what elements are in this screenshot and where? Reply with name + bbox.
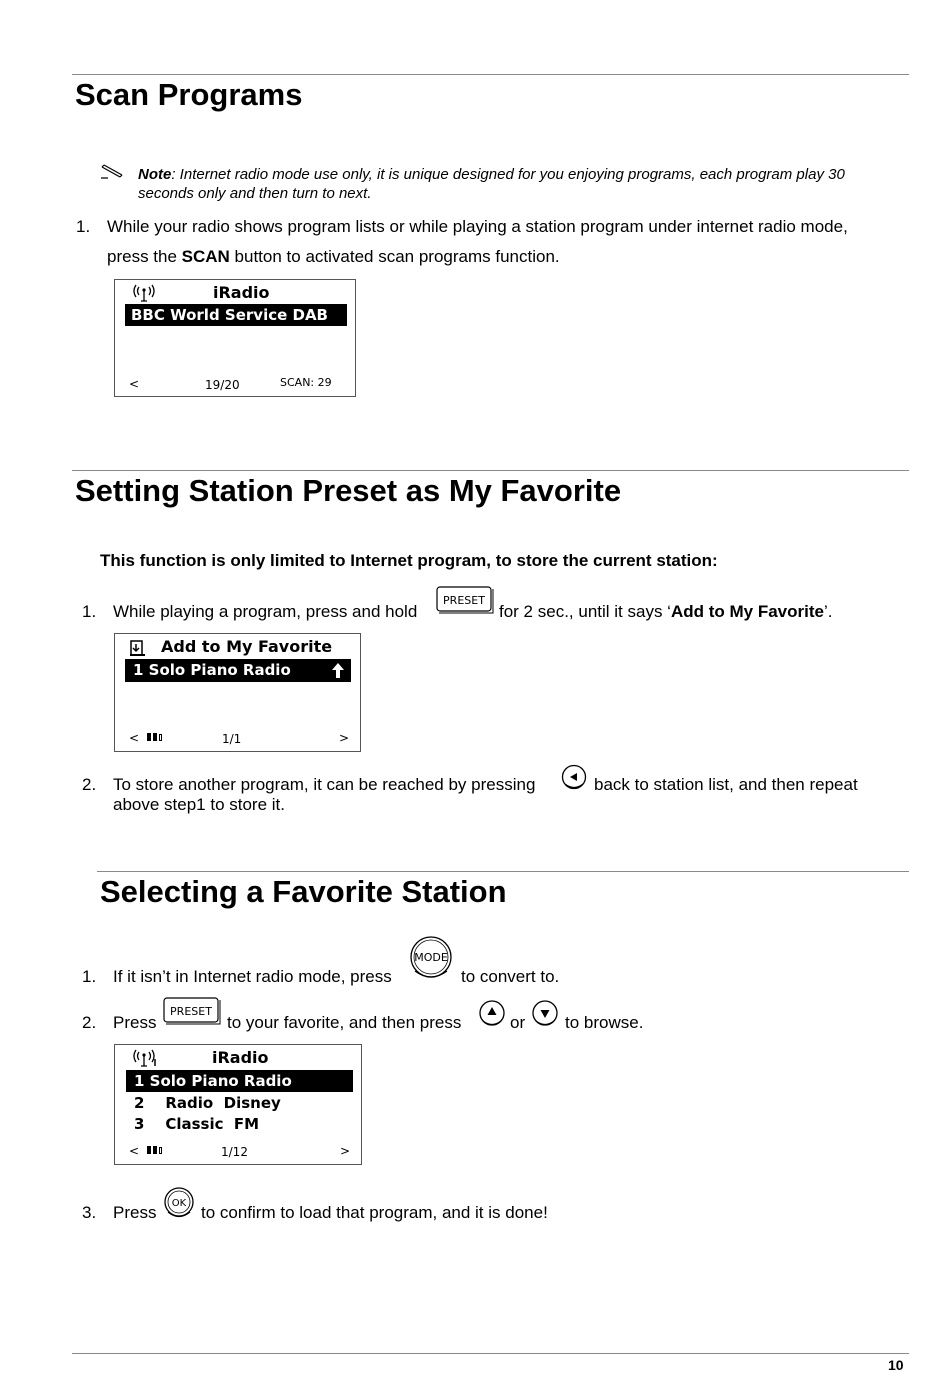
preset-step-1-mid: for 2 sec., until it says ‘: [499, 602, 671, 621]
antenna-icon: [133, 284, 155, 306]
footer-rule: [72, 1353, 909, 1354]
preset-intro: This function is only limited to Internet program, to store the current station:: [100, 551, 718, 570]
select-step-3-number: 3.: [82, 1203, 97, 1222]
note-text: [138, 165, 908, 203]
select-favorite-heading: Selecting a Favorite Station: [100, 874, 507, 909]
mode-button-label: MODE: [414, 951, 448, 964]
select-step-2-pre: Press: [113, 1013, 157, 1032]
lcd-select-count: 1/12: [221, 1145, 248, 1159]
lcd-preset-left-arrow: <: [129, 731, 140, 745]
select-step-3-post: to confirm to load that program, and it is done!: [201, 1203, 548, 1222]
scan-step-1-line-2: [107, 247, 560, 267]
mode-button-icon: [407, 935, 457, 981]
back-button-icon: [561, 764, 589, 792]
note-line-2: seconds only and then turn to next.: [138, 185, 372, 202]
preset-step-2-number: 2.: [82, 775, 97, 794]
note-label: Note: [138, 166, 172, 183]
preset-step-1-pre: While playing a program, press and hold: [113, 602, 418, 621]
lcd-preset-count: 1/1: [222, 732, 242, 746]
select-step-1-number: 1.: [82, 967, 97, 986]
scan-step-1-text-post: button to activated scan programs function.: [229, 247, 560, 266]
lcd-preset-screen: [114, 633, 361, 752]
preset-step-2-post: back to station list, and then repeat: [594, 775, 858, 794]
lcd-select-signal-bars: [147, 1146, 162, 1154]
up-button-icon: [479, 999, 507, 1029]
select-step-2-post: to browse.: [565, 1013, 644, 1032]
preset-button-label: PRESET: [170, 1005, 212, 1018]
preset-favorite-heading: Setting Station Preset as My Favorite: [75, 473, 622, 508]
lcd-select-right-arrow: >: [340, 1144, 351, 1158]
lcd-select-left-arrow: <: [129, 1144, 140, 1158]
down-button-icon: [532, 999, 560, 1029]
preset-button-icon-1: [436, 586, 494, 616]
lcd-select-title: iRadio: [212, 1048, 269, 1067]
preset-step-1-bold: Add to My Favorite: [670, 602, 824, 621]
preset-step-1-number: 1.: [82, 602, 97, 621]
lcd-select-item-3: 3 Classic FM: [134, 1115, 260, 1133]
page-number: 10: [888, 1357, 904, 1373]
scan-programs-heading: Scan Programs: [75, 77, 303, 112]
lcd-preset-right-arrow: >: [339, 731, 350, 745]
scan-step-1-text-pre: press the: [107, 247, 182, 266]
section-rule-preset: [72, 470, 909, 471]
lcd-preset-title: Add to My Favorite: [161, 637, 333, 656]
scan-step-1-number: 1.: [76, 217, 91, 236]
preset-button-label: PRESET: [443, 594, 485, 607]
ok-button-label: OK: [171, 1198, 187, 1209]
select-step-2-number: 2.: [82, 1013, 97, 1032]
note-line-1: : Internet radio mode use only, it is unique designed for you enjoying programs, each program play 30: [171, 166, 845, 183]
lcd-scan-highlight: BBC World Service DAB: [125, 304, 347, 326]
preset-step-1-post: ’.: [823, 602, 833, 621]
select-step-3-pre: Press: [113, 1203, 157, 1222]
lcd-scan-left-arrow: <: [129, 377, 140, 391]
select-step-1-post: to convert to.: [461, 967, 560, 986]
select-step-2-mid: to your favorite, and then press: [227, 1013, 462, 1032]
up-arrow-icon: [331, 662, 345, 683]
favorite-icon: [129, 639, 147, 661]
preset-step-2-line-2: above step1 to store it.: [113, 795, 285, 814]
note-pen-icon: [100, 164, 124, 180]
preset-button-icon-2: [163, 997, 221, 1027]
select-step-1-pre: If it isn’t in Internet radio mode, press: [113, 967, 392, 986]
lcd-scan-screen: [114, 279, 356, 397]
select-step-2-or: or: [510, 1013, 526, 1032]
lcd-select-item-1: 1 Solo Piano Radio: [126, 1070, 353, 1092]
lcd-preset-highlight: 1 Solo Piano Radio: [125, 659, 351, 682]
lcd-scan-timer: SCAN: 29: [280, 376, 332, 389]
lcd-select-screen: [114, 1044, 362, 1165]
scan-button-name: SCAN: [181, 247, 230, 266]
preset-step-1-text: [113, 602, 417, 622]
section-rule-select: [97, 871, 909, 872]
ok-button-icon: [163, 1187, 197, 1221]
lcd-select-item-2: 2 Radio Disney: [134, 1094, 281, 1112]
preset-step-2-pre: To store another program, it can be reached by pressing: [113, 775, 536, 794]
preset-step-1-rest: [499, 602, 832, 622]
scan-step-1-line-1: While your radio shows program lists or while playing a station program under internet radio mode,: [107, 217, 848, 236]
lcd-scan-title: iRadio: [213, 283, 270, 302]
lcd-preset-signal-bars: [147, 733, 162, 741]
lcd-scan-count: 19/20: [205, 378, 240, 392]
antenna-icon: [133, 1049, 157, 1071]
section-rule-top: [72, 74, 909, 75]
